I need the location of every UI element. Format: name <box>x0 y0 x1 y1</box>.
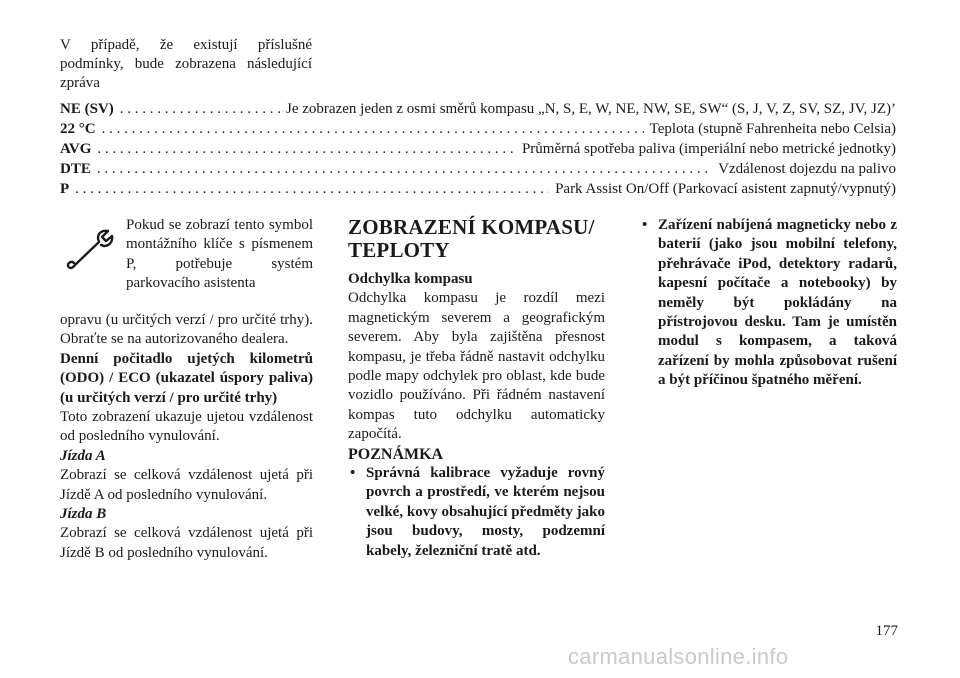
trip-a-heading: Jízda A <box>60 447 106 464</box>
page-number: 177 <box>875 623 898 639</box>
code-row-temperature <box>60 119 896 139</box>
code-description: Teplota (stupně Fahrenheita nebo Celsia) <box>649 121 896 137</box>
dot-leader <box>75 179 549 199</box>
dot-leader <box>102 119 644 139</box>
code-label: DTE <box>60 161 91 177</box>
compass-variance-text: Odchylka kompasu je rozdíl mezi magnetickým severem a geografickým severem. Aby byla zajištěna přesnost kompasu, je třeba řádně nastavit odchylku podle mapy odchylek pro oblast, kde bude vozidlo používáno. Při řádném nastavení kompas tuto odchylku automaticky započítá. <box>348 290 605 443</box>
code-row-avg <box>60 139 896 159</box>
code-description: Vzdálenost dojezdu na palivo <box>718 161 896 177</box>
dot-leader <box>97 139 516 159</box>
dot-leader <box>120 99 280 119</box>
warning-bullet: • Zařízení nabíjená magneticky nebo z baterií (jako jsou mobilní telefony, přehrávače iPod, detektory radarů, kapesní počítače a notebooky) by neměly být pokládány na přístrojovou desku. Tam je umístěn modul s kompasem, a taková zařízení by mohla způsobovat rušení a být příčinou špatného měření. <box>640 216 897 391</box>
trip-b-heading: Jízda B <box>60 506 107 523</box>
code-row-dte <box>60 159 896 179</box>
note-bullet: • Správná kalibrace vyžaduje rovný povrch a prostředí, ve kterém nejsou velké, kovy obsahující předměty jako jsou budovy, mosty, podzemní kabely, železniční tratě atd. <box>348 464 605 561</box>
compass-variance-heading: Odchylka kompasu <box>348 271 473 287</box>
column-middle <box>348 216 605 561</box>
dot-leader <box>97 159 712 179</box>
wrench-symbol-text: Pokud se zobrazí tento symbol montážního klíče s písmenem P, potřebuje systém parkovacího asistenta <box>126 217 313 292</box>
note-bullets <box>348 464 605 561</box>
code-description: Průměrná spotřeba paliva (imperiální nebo metrické jednotky) <box>521 141 896 157</box>
trip-b-text: Zobrazí se celková vzdálenost ujetá při Jízdě B od posledního vynulování. <box>60 525 313 561</box>
wrench-icon <box>62 224 116 278</box>
column-right <box>640 216 897 391</box>
note-heading: POZNÁMKA <box>348 445 444 463</box>
code-label: P <box>60 181 70 197</box>
intro-text: V případě, že existují příslušné podmínky, bude zobrazena následující zpráva <box>60 37 312 91</box>
warning-bullets <box>640 216 897 391</box>
code-label: NE (SV) <box>60 101 114 117</box>
display-codes-list <box>60 99 896 199</box>
code-row-park-assist <box>60 179 896 199</box>
trip-a-text: Zobrazí se celková vzdálenost ujetá při Jízdě A od posledního vynulování. <box>60 467 313 503</box>
wrench-warning-block <box>60 216 313 311</box>
code-description: Je zobrazen jeden z osmi směrů kompasu „N, S, E, W, NE, NW, SE, SW“ (S, J, V, Z, SV, SZ, JV, JZ)’ <box>286 101 896 117</box>
code-label: AVG <box>60 141 92 157</box>
section-heading-compass: ZOBRAZENÍ KOMPASU/ TEPLOTY <box>348 215 595 262</box>
watermark: carmanualsonline.info <box>568 644 789 669</box>
code-row-compass <box>60 99 896 119</box>
code-description: Park Assist On/Off (Parkovací asistent zapnutý/vypnutý) <box>555 181 896 197</box>
odo-heading: Denní počitadlo ujetých kilometrů (ODO) / ECO (ukazatel úspory paliva) (u určitých verzí / pro určité trhy) <box>60 350 313 406</box>
code-label: 22 °C <box>60 121 96 137</box>
odo-text: Toto zobrazení ukazuje ujetou vzdálenost od posledního vynulování. <box>60 409 313 445</box>
column-left <box>60 216 313 563</box>
wrench-symbol-text-cont: opravu (u určitých verzí / pro určité trhy). Obraťte se na autorizovaného dealera. <box>60 312 313 348</box>
